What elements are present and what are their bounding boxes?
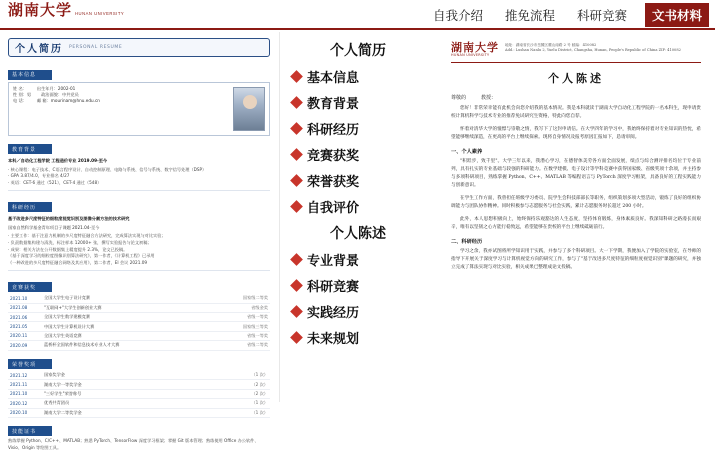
diamond-bullet-icon — [290, 279, 303, 292]
resume-basic-rows — [9, 83, 269, 108]
resume-document — [0, 32, 278, 451]
honor-year-3: 2020.12 — [8, 399, 42, 408]
resume-basic-box — [8, 82, 270, 136]
diamond-bullet-icon — [290, 331, 303, 344]
comp-award-3: 国家级三等奖 — [236, 322, 270, 331]
comp-award-0: 国家级二等奖 — [236, 294, 270, 303]
nav-item-self-intro[interactable]: 自我介绍 — [432, 8, 483, 23]
resume-title-bar — [8, 38, 270, 57]
paper-0: 《基于深度学习的细粒度图像识别算法研究》，第一作者，《计算机工程》已录用 — [8, 253, 155, 259]
resume-title-en: PERSONAL RESUME — [69, 45, 123, 50]
basic-row-0: 姓 名： — [13, 85, 27, 91]
basic-row-2: 电 话： — [13, 98, 27, 104]
comp-name-3: 中国大学生计算机设计大赛 — [42, 322, 236, 331]
honor-year-4: 2020.10 — [8, 408, 42, 417]
outline-item-honors[interactable] — [292, 171, 434, 190]
outline-item-practice[interactable] — [292, 302, 434, 321]
table-row — [8, 294, 270, 303]
table-row — [8, 341, 270, 350]
outline-item-research-competition[interactable] — [292, 276, 434, 295]
outline-label: 自我评价 — [307, 201, 360, 216]
research-line-0: · 主要工作：基于注意力机制的多尺度特征融合方法研究，完成算法实现与对比实验； — [8, 233, 166, 239]
outline-item-research[interactable] — [292, 119, 434, 138]
honor-name-1: 湖南大学一等奖学金 — [42, 380, 236, 389]
outline-label: 荣誉获奖 — [307, 175, 360, 190]
nav-item-research[interactable]: 科研竞赛 — [576, 8, 627, 23]
nav-items — [429, 0, 709, 30]
address-cn: 地址：湖南省长沙市岳麓区麓山南路 2 号 邮编：410082 — [505, 43, 597, 47]
honor-count-0: （1 次） — [236, 371, 270, 380]
outline-item-education[interactable] — [292, 93, 434, 112]
outline-list-statement — [292, 250, 434, 347]
honor-year-2: 2021.10 — [8, 389, 42, 398]
basic-row-2b: 邮 箱：mourinam@hnu.edu.cn — [36, 98, 100, 104]
comp-name-1: "互联网+"大学生创新创业大赛 — [42, 303, 236, 312]
honor-name-3: 优秀共青团员 — [42, 399, 236, 408]
table-row — [8, 322, 270, 331]
divider-2 — [8, 270, 270, 271]
outline-item-major-background[interactable] — [292, 250, 434, 269]
diamond-bullet-icon — [290, 305, 303, 318]
site-logo[interactable] — [8, 3, 124, 18]
outline-title-resume: 个人简历 — [330, 43, 386, 59]
comp-year-0: 2021.10 — [8, 294, 42, 303]
honor-name-2: "三好学生"荣誉称号 — [42, 389, 236, 398]
table-row — [8, 313, 270, 322]
address-en: Add.: Lushan Nanlu 2, Yuelu District, Changsha, Hunan, People's Republic of China ZIP: 410082 — [505, 48, 681, 53]
diamond-bullet-icon — [290, 200, 303, 213]
outline-title-statement: 个人陈述 — [330, 226, 386, 242]
diamond-bullet-icon — [290, 253, 303, 266]
comp-year-5: 2020.09 — [8, 341, 42, 350]
diamond-bullet-icon — [290, 122, 303, 135]
comp-year-4: 2020.11 — [8, 331, 42, 340]
statement-salutation: 尊敬的 教授： — [451, 94, 497, 101]
outline-label: 科研竞赛 — [307, 280, 360, 295]
resume-section-basic: 基本信息 — [8, 70, 52, 80]
outline-label: 实践经历 — [307, 306, 360, 321]
outline-item-competition[interactable] — [292, 145, 434, 164]
comp-name-4: 全国大学生英语竞赛 — [42, 331, 236, 340]
table-row — [8, 380, 270, 389]
statement-preview-panel — [437, 32, 715, 402]
diamond-bullet-icon — [290, 70, 303, 83]
honor-name-4: 湖南大学二等奖学金 — [42, 408, 236, 417]
research-title: 基于改进多尺度特征的细粒度视觉识别及图像分割方法的技术研究 — [8, 216, 130, 222]
resume-section-skill: 技能证书 — [8, 426, 52, 436]
statement-title: 个人陈述 — [548, 71, 604, 85]
comp-year-3: 2021.05 — [8, 322, 42, 331]
research-line-2: · 成果：相关方法在公开数据集上精度提升 2.3%，论文已投稿。 — [8, 246, 128, 252]
resume-section-honor: 荣誉奖项 — [8, 359, 52, 369]
honor-year-0: 2021.12 — [8, 371, 42, 380]
logo-text-cn: 湖南大学 — [8, 1, 73, 19]
nav-item-process[interactable]: 推免流程 — [504, 8, 555, 23]
research-line-1: · 负责数据集构建与清洗，标注样本 12000+ 张，撰写实验报告与论文初稿； — [8, 239, 152, 245]
outline-label: 专业背景 — [307, 254, 360, 269]
outline-label: 科研经历 — [307, 123, 360, 138]
outline-item-future-plan[interactable] — [292, 328, 434, 347]
education-bullet-1: · GPA 3.87/4.0，专业排名 4/27 — [8, 173, 70, 179]
comp-year-1: 2021.08 — [8, 303, 42, 312]
basic-row-1: 性 别：男 — [13, 91, 32, 97]
outline-item-basic-info[interactable] — [292, 67, 434, 86]
comp-award-2: 省级一等奖 — [236, 313, 270, 322]
comp-award-4: 省级一等奖 — [236, 331, 270, 340]
table-row — [8, 408, 270, 417]
statement-paragraph-3: "积跬步，致千里"。大学三年以来，我潜心学习，在德智体美劳各方面全面发展，绩点与综合测评排名均位于专业前列，具有扎实的专业基础与较强的科研能力。在数学建模、电子设计等学科竞赛中获得国家级、省级奖项十余项，并主持参与多项科研项目，熟练掌握 Python、C++、MATLAB 等编程语言与 PyTorch 深度学习框架，具备良好的工程实践能力与创新意识。 — [451, 158, 701, 189]
resume-photo — [233, 87, 265, 131]
education-bullet-2: · 英语：CET-6 通过（521），CET-4 通过（548） — [8, 179, 102, 185]
diamond-bullet-icon — [290, 148, 303, 161]
paper-1: 《一种改进的多尺度特征融合网络及其应用》，第二作者，EI 会议 2021.09 — [8, 260, 148, 266]
statement-heading-1: 一、个人素养 — [451, 148, 483, 155]
outline-label: 教育背景 — [307, 97, 360, 112]
basic-row-1b: 政治面貌：中共党员 — [41, 91, 79, 97]
nav-item-documents[interactable]: 文书材料 — [645, 3, 709, 27]
letterhead-org-en: HUNAN UNIVERSITY — [451, 53, 490, 58]
research-sub: 国家自然科学基金青年项目子课题 2021.04-至今 — [8, 224, 100, 230]
outline-list-resume — [292, 67, 434, 216]
logo-text-en: HUNAN UNIVERSITY — [75, 10, 125, 16]
statement-heading-2: 二、科研经历 — [451, 239, 483, 246]
comp-award-1: 省级金奖 — [236, 303, 270, 312]
diamond-bullet-icon — [290, 174, 303, 187]
comp-year-2: 2021.06 — [8, 313, 42, 322]
education-line: 本科／自动化工程学院 工程造价专业 2019.09-至今 — [8, 158, 108, 163]
basic-row-0b: 出生年月：2002-01 — [36, 85, 76, 91]
statement-paragraph-6: 学习之余，我亦试图将所学知识用于实践，并参与了多个科研项目。大一下学期，我便加入了学院的实验室，在导师的指导下开展关于深度学习与计算机视觉方向的研究工作，参与了"基于改进多尺度特征的细粒度视觉识别"课题的研究，并独立完成了算法实现与对比实验，相关成果已整理成论文投稿。 — [451, 249, 701, 271]
statement-paragraph-2: 怀着对清华大学的憧憬与崇敬之情，我写下了这封申请信。在大学四年的学习中，我始终保持着对专业知识的热忱，希望能够继续深造，在更高的平台上继续探索。现将自身情况及报考原因汇报如下，恳请审阅。 — [451, 126, 701, 140]
table-row — [8, 389, 270, 398]
education-bullet-0: · 核心课程：电子技术、C语言程序设计、自动控制原理、电路与系统、信号与系统、数字信号处理（DSP） — [8, 166, 207, 172]
letterhead-org-cn: 湖南大学 — [451, 41, 499, 54]
table-row — [8, 371, 270, 380]
statement-paragraph-4: 在学生工作方面，我曾担任班级学习委员、院学生会科技部部长等职务，组织策划多项大型活动，锻炼了良好的组织协调能力与团队协作精神。同时积极参与志愿服务与社会实践，累计志愿服务时长超过 200 小时。 — [451, 196, 701, 210]
diamond-bullet-icon — [290, 96, 303, 109]
honor-count-4: （1 次） — [236, 408, 270, 417]
outline-label: 竞赛获奖 — [307, 149, 360, 164]
resume-preview-panel — [0, 32, 280, 451]
outline-item-self-evaluation[interactable] — [292, 197, 434, 216]
statement-letterhead — [451, 40, 701, 63]
comp-award-5: 省级二等奖 — [236, 341, 270, 350]
resume-section-research: 科研经历 — [8, 202, 52, 212]
university-logo-icon — [451, 40, 499, 58]
outline-label: 基本信息 — [307, 71, 360, 86]
statement-paragraph-1: 您好！非常荣幸能有此机会向您介绍我的基本情况。我是本科就读于湖南大学自动化工程学院的一名本科生，现申请贵校计算机科学与技术专业的推荐免试研究生资格，特此向您自荐。 — [451, 105, 701, 119]
honor-count-3: （1 次） — [236, 399, 270, 408]
honor-year-1: 2021.11 — [8, 380, 42, 389]
competition-table — [8, 294, 270, 350]
table-row — [8, 303, 270, 312]
comp-name-0: 全国大学生电子设计竞赛 — [42, 294, 236, 303]
honor-name-0: 国家奖学金 — [42, 371, 236, 380]
top-navigation-bar — [0, 0, 715, 30]
resume-section-education: 教育背景 — [8, 144, 52, 154]
statement-paragraph-5: 此外，本人思想积极向上，始终保持乐观豁达的人生态度，坚持体育锻炼，身体素质良好。我深知科研之路漫长而艰辛，唯有以坚韧之心方能行稳致远，希望能够在贵校的平台上继续砥砺前行。 — [451, 217, 701, 231]
divider — [8, 190, 270, 191]
honor-count-1: （2 次） — [236, 380, 270, 389]
table-row — [8, 331, 270, 340]
resume-title-cn: 个人简历 — [15, 44, 63, 55]
honor-count-2: （2 次） — [236, 389, 270, 398]
skill-text: 熟练掌握 Python、C/C++、MATLAB；熟悉 PyTorch、TensorFlow 深度学习框架；掌握 Git 版本管理；熟练使用 Office 办公软件、Visio、Origin 等绘图工具。 — [8, 438, 259, 451]
comp-name-2: 全国大学生数学建模竞赛 — [42, 313, 236, 322]
outline-panel — [282, 32, 434, 402]
honor-table — [8, 371, 270, 418]
outline-label: 未来规划 — [307, 332, 360, 347]
table-row — [8, 399, 270, 408]
comp-name-5: 蓝桥杯全国软件和信息技术专业人才大赛 — [42, 341, 236, 350]
letterhead-address — [505, 40, 681, 54]
statement-document — [437, 32, 715, 402]
resume-section-competition: 竞赛获奖 — [8, 282, 52, 292]
